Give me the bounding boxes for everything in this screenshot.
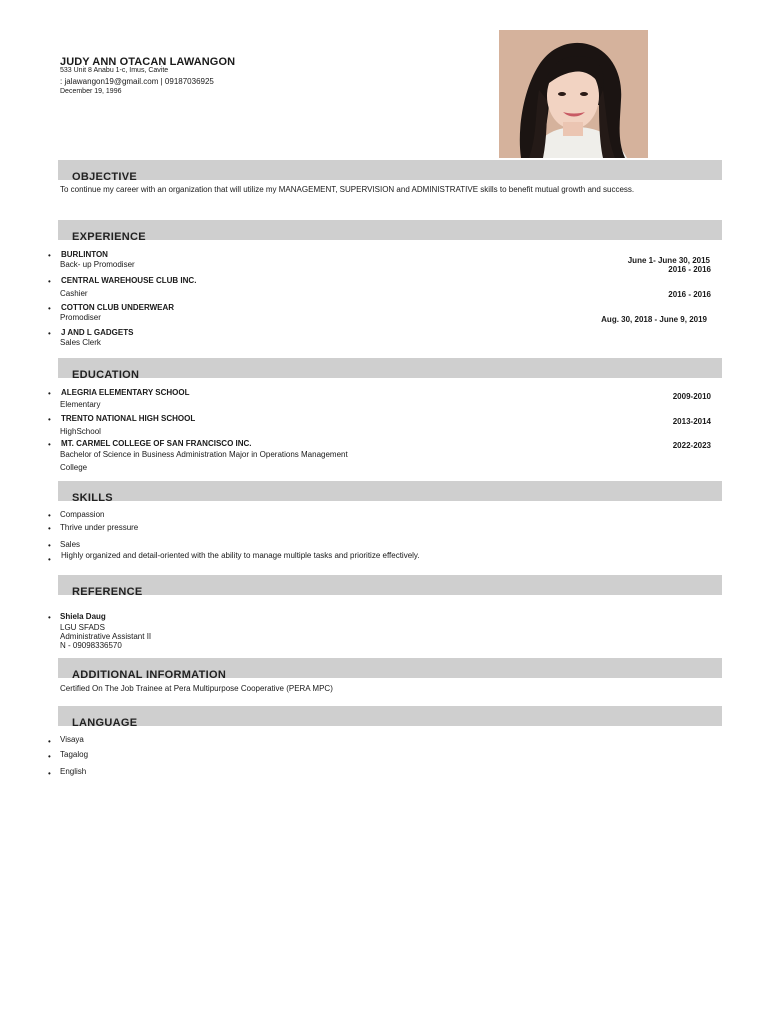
additional-info-section-header: ADDITIONAL INFORMATION	[58, 658, 722, 678]
experience-role: Cashier	[60, 289, 88, 298]
experience-company: J AND L GADGETS	[61, 328, 134, 337]
bullet: •	[48, 329, 51, 338]
experience-role: Promodiser	[60, 313, 101, 322]
skill-item: Compassion	[60, 510, 105, 519]
reference-phone: N - 09098336570	[60, 641, 122, 650]
education-level: Elementary	[60, 400, 101, 409]
objective-text: To continue my career with an organization that will utilize my MANAGEMENT, SUPERVISION and ADMINISTRATIVE skills to benefit mutual growth and success.	[60, 185, 635, 194]
bullet: •	[48, 524, 51, 533]
education-school: MT. CARMEL COLLEGE OF SAN FRANCISCO INC.	[61, 439, 252, 448]
bullet: •	[48, 541, 51, 550]
education-level: Bachelor of Science in Business Administration Major in Operations Management	[60, 450, 348, 459]
bullet: •	[48, 555, 51, 564]
reference-section-header: REFERENCE	[58, 575, 722, 595]
skill-item: Sales	[60, 540, 81, 549]
reference-organization: LGU SFADS	[60, 623, 105, 632]
experience-dates: 2016 - 2016	[668, 265, 711, 274]
experience-role: Back- up Promodiser	[60, 260, 135, 269]
bullet: •	[48, 613, 51, 622]
language-section-header: LANGUAGE	[58, 706, 722, 726]
skills-section-header: SKILLS	[58, 481, 722, 501]
bullet: •	[48, 752, 51, 761]
skill-item: Highly organized and detail-oriented with the ability to manage multiple tasks and prioritize effectively.	[61, 551, 420, 560]
experience-company: BURLINTON	[61, 250, 108, 259]
reference-name: Shiela Daug	[60, 612, 106, 621]
bullet: •	[48, 389, 51, 398]
bullet: •	[48, 511, 51, 520]
education-level: College	[60, 463, 88, 472]
experience-dates: June 1- June 30, 2015	[627, 256, 710, 265]
education-school: ALEGRIA ELEMENTARY SCHOOL	[61, 388, 190, 397]
experience-role: Sales Clerk	[60, 338, 101, 347]
bullet: •	[48, 769, 51, 778]
education-section-header: EDUCATION	[58, 358, 722, 378]
objective-section-header: OBJECTIVE	[58, 160, 722, 180]
birthdate: December 19, 1996	[60, 88, 122, 95]
applicant-name: JUDY ANN OTACAN LAWANGON	[60, 56, 236, 68]
education-school: TRENTO NATIONAL HIGH SCHOOL	[61, 414, 196, 423]
address: 533 Unit 8 Anabu 1-c, Imus, Cavite	[60, 67, 169, 74]
education-years: 2013-2014	[672, 417, 711, 426]
experience-company: CENTRAL WAREHOUSE CLUB INC.	[61, 276, 197, 285]
reference-position: Administrative Assistant II	[60, 632, 152, 641]
language-item: English	[60, 767, 87, 776]
profile-photo	[499, 30, 648, 158]
bullet: •	[48, 415, 51, 424]
language-item: Visaya	[60, 735, 84, 744]
bullet: •	[48, 304, 51, 313]
bullet: •	[48, 277, 51, 286]
contact-info: : jalawangon19@gmail.com | 09187036925	[60, 77, 214, 86]
additional-info-text: Certified On The Job Trainee at Pera Multipurpose Cooperative (PERA MPC)	[60, 684, 333, 693]
experience-company: COTTON CLUB UNDERWEAR	[61, 303, 175, 312]
bullet: •	[48, 737, 51, 746]
experience-section-header: EXPERIENCE	[58, 220, 722, 240]
skill-item: Thrive under pressure	[60, 523, 139, 532]
education-level: HighSchool	[60, 427, 101, 436]
bullet: •	[48, 440, 51, 449]
bullet: •	[48, 251, 51, 260]
language-item: Tagalog	[60, 750, 89, 759]
experience-dates: 2016 - 2016	[668, 290, 711, 299]
education-years: 2022-2023	[672, 441, 711, 450]
education-years: 2009-2010	[672, 392, 711, 401]
experience-dates: Aug. 30, 2018 - June 9, 2019	[601, 315, 707, 324]
